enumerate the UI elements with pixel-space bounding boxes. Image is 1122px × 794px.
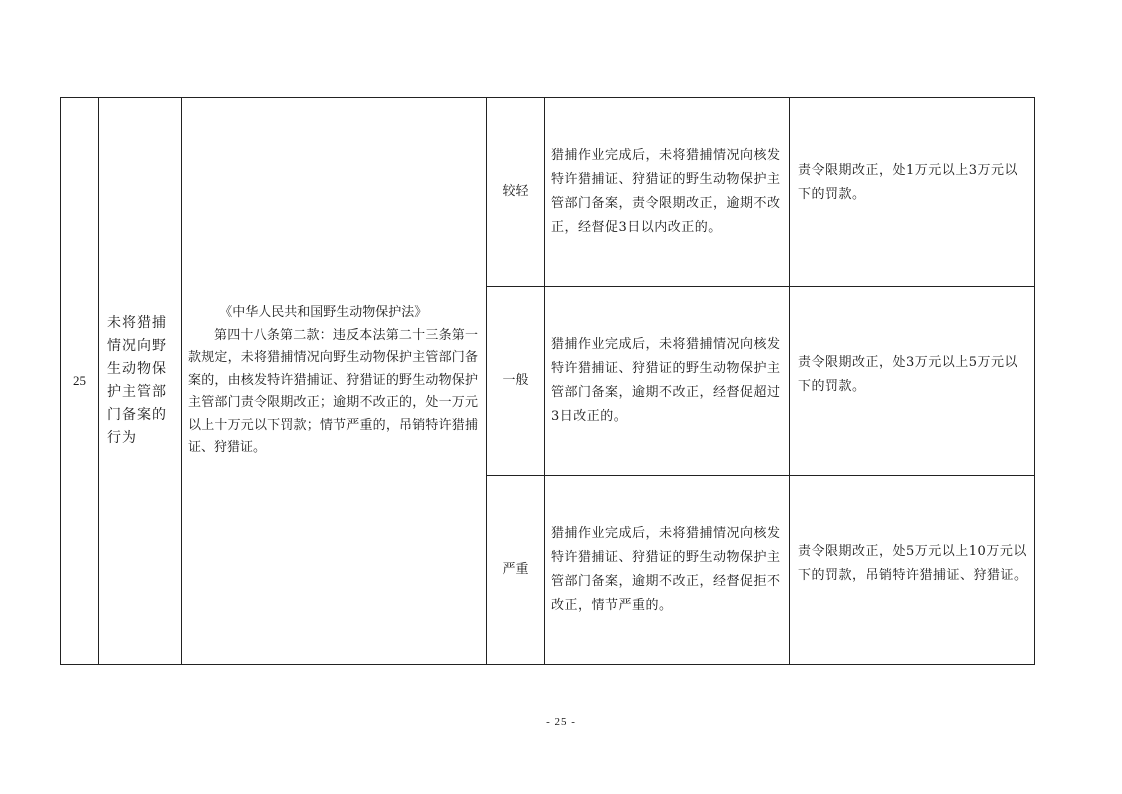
penalty-text: 责令限期改正，处3万元以上5万元以下的罚款。 <box>798 355 1019 394</box>
legal-basis-text: 第四十八条第二款：违反本法第二十三条第一款规定，未将猎捕情况向野生动物保护主管部门备案的，由核发特许猎捕证、狩猎证的野生动物保护主管部门责令限期改正；逾期不改正的，处一万元以上十万元以下罚款；情节严重的，吊销特许猎捕证、狩猎证。 <box>188 327 478 456</box>
penalty-text: 责令限期改正，处5万元以上10万元以下的罚款，吊销特许猎捕证、狩猎证。 <box>798 544 1028 583</box>
level-label: 一般 <box>502 373 529 388</box>
legal-basis-cell <box>182 98 487 665</box>
condition-cell <box>545 287 790 476</box>
violation-item: 未将猎捕情况向野生动物保护主管部门备案的行为 <box>107 315 167 446</box>
row-number: 25 <box>73 373 86 388</box>
legal-basis-title: 《中华人民共和国野生动物保护法》 <box>219 305 428 321</box>
condition-text: 猎捕作业完成后，未将猎捕情况向核发特许猎捕证、狩猎证的野生动物保护主管部门备案，逾期不改正，经督促超过3日改正的。 <box>551 337 781 424</box>
level-cell <box>487 287 545 476</box>
level-cell <box>487 476 545 665</box>
condition-text: 猎捕作业完成后，未将猎捕情况向核发特许猎捕证、狩猎证的野生动物保护主管部门备案，责令限期改正，逾期不改正，经督促3日以内改正的。 <box>551 148 781 235</box>
penalty-text: 责令限期改正，处1万元以上3万元以下的罚款。 <box>798 163 1019 202</box>
penalty-cell <box>790 476 1035 665</box>
condition-text: 猎捕作业完成后，未将猎捕情况向核发特许猎捕证、狩猎证的野生动物保护主管部门备案，逾期不改正，经督促拒不改正，情节严重的。 <box>551 526 781 613</box>
penalty-cell <box>790 287 1035 476</box>
row-number-cell <box>61 98 99 665</box>
page-number: - 25 - <box>546 716 576 728</box>
condition-cell <box>545 476 790 665</box>
level-label: 较轻 <box>502 184 529 199</box>
violation-item-cell <box>99 98 182 665</box>
level-cell <box>487 98 545 287</box>
condition-cell <box>545 98 790 287</box>
level-label: 严重 <box>502 562 529 577</box>
penalty-standard-table <box>60 97 1035 665</box>
penalty-cell <box>790 98 1035 287</box>
table-row-light <box>61 98 1035 287</box>
